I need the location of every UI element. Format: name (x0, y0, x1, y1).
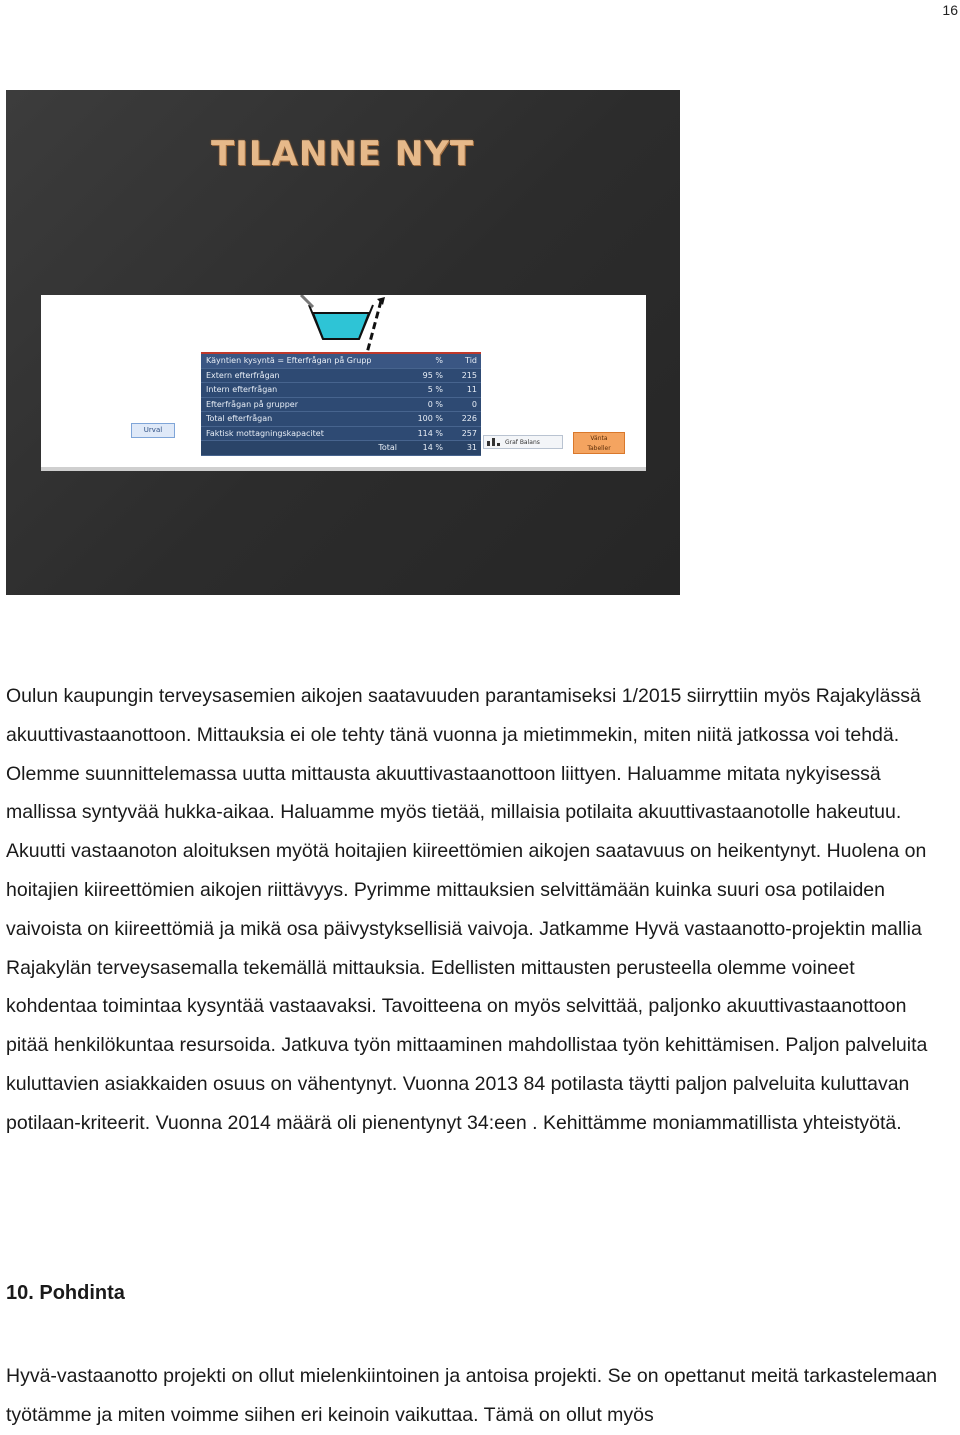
row-label: Total efterfrågan (206, 414, 273, 424)
total-pct: 14 % (422, 443, 443, 453)
slide-image (6, 90, 680, 595)
row-val: 257 (461, 428, 477, 438)
total-label: Total (378, 443, 397, 453)
row-val: 0 (471, 399, 477, 409)
row-label: Extern efterfrågan (206, 370, 280, 380)
row-pct: 95 % (422, 370, 443, 380)
row-pct: 114 % (417, 428, 443, 438)
orange-button-line2: Tabeller (587, 445, 611, 452)
bar-chart-icon (487, 438, 501, 446)
paragraph: Hyvä-vastaanotto projekti on ollut mielenkiintoinen ja antoisa projekti. Se on opettanut meitä tarkastelemaan työtämme ja miten voimme siihen eri keinoin vaikuttaa. Tämä on ollut myös (6, 1365, 938, 1426)
table-total-row (201, 441, 481, 456)
orange-action-button[interactable] (573, 432, 625, 454)
embedded-screenshot (41, 295, 646, 471)
funnel-icon (291, 295, 391, 355)
row-label: Intern efterfrågan (206, 385, 278, 395)
header-pct: % (435, 356, 443, 366)
table-row (201, 383, 481, 398)
row-label: Efterfrågan på grupper (206, 399, 299, 409)
demand-table (201, 352, 481, 456)
table-header (201, 354, 481, 369)
graf-balans-button[interactable] (483, 435, 563, 449)
orange-button-line1: Vänta (590, 435, 608, 442)
row-val: 215 (461, 370, 477, 380)
page-number: 16 (942, 2, 958, 18)
section-heading: 10. Pohdinta (6, 1282, 125, 1304)
row-pct: 0 % (427, 399, 443, 409)
body-text (6, 677, 946, 1143)
table-row (201, 398, 481, 413)
row-val: 226 (461, 414, 477, 424)
slide-title: TILANNE NYT (211, 134, 475, 174)
row-pct: 100 % (417, 414, 443, 424)
graf-balans-label: Graf Balans (505, 438, 540, 446)
table-row (201, 412, 481, 427)
total-val: 31 (466, 443, 477, 453)
header-val: Tid (465, 356, 477, 366)
table-row (201, 427, 481, 442)
paragraph: Oulun kaupungin terveysasemien aikojen saatavuuden parantamiseksi 1/2015 siirryttiin myös Rajakylässä akuuttivastaanottoon. Mittauksia ei ole tehty tänä vuonna ja mietimmekin, miten niitä jatkossa voi tehdä. Olemme suunnittelemassa uutta mittausta akuuttivastaanottoon liittyen. Haluamme mitata nykyisessä mallissa syntyvää hukka-aikaa. Haluamme myös tietää, millaisia potilaita akuuttivastaanotolle hakeutuu. Akuutti vastaanoton aloituksen myötä hoitajien kiireettömien aikojen saatavuus on heikentynyt. Huolena on hoitajien kiireettömien aikojen riittävyys. Pyrimme mittauksien selvittämään kuinka suuri osa potilaiden vaivoista on kiireettömiä ja mikä osa päivystyksellisiä vaivoja. Jatkamme Hyvä vastaanotto-projektin mallia Rajakylän terveysasemalla tekemällä mittauksia. Edellisten mittausten perusteella olemme voineet kohdentaa toimintaa kysyntää vastaavaksi. Tavoitteena on myös selvittää, paljonko akuuttivastaanottoon pitää henkilökuntaa resursoida. Jatkuva työn mittaaminen mahdollistaa työn kehittämisen. Paljon palveluita kuluttavien asiakkaiden osuus on vähentynyt. Vuonna 2013 84 potilasta täytti paljon palveluita kuluttavan potilaan-kriteerit. Vuonna 2014 määrä oli pienentynyt 34:een . Kehittämme moniammatillista yhteistyötä. (6, 685, 928, 1134)
row-val: 11 (466, 385, 477, 395)
row-pct: 5 % (427, 385, 443, 395)
urval-button[interactable]: Urval (131, 423, 175, 438)
row-label: Faktisk mottagningskapacitet (206, 428, 324, 438)
table-row (201, 369, 481, 384)
header-label: Käyntien kysyntä = Efterfrågan på Grupp (206, 356, 372, 366)
